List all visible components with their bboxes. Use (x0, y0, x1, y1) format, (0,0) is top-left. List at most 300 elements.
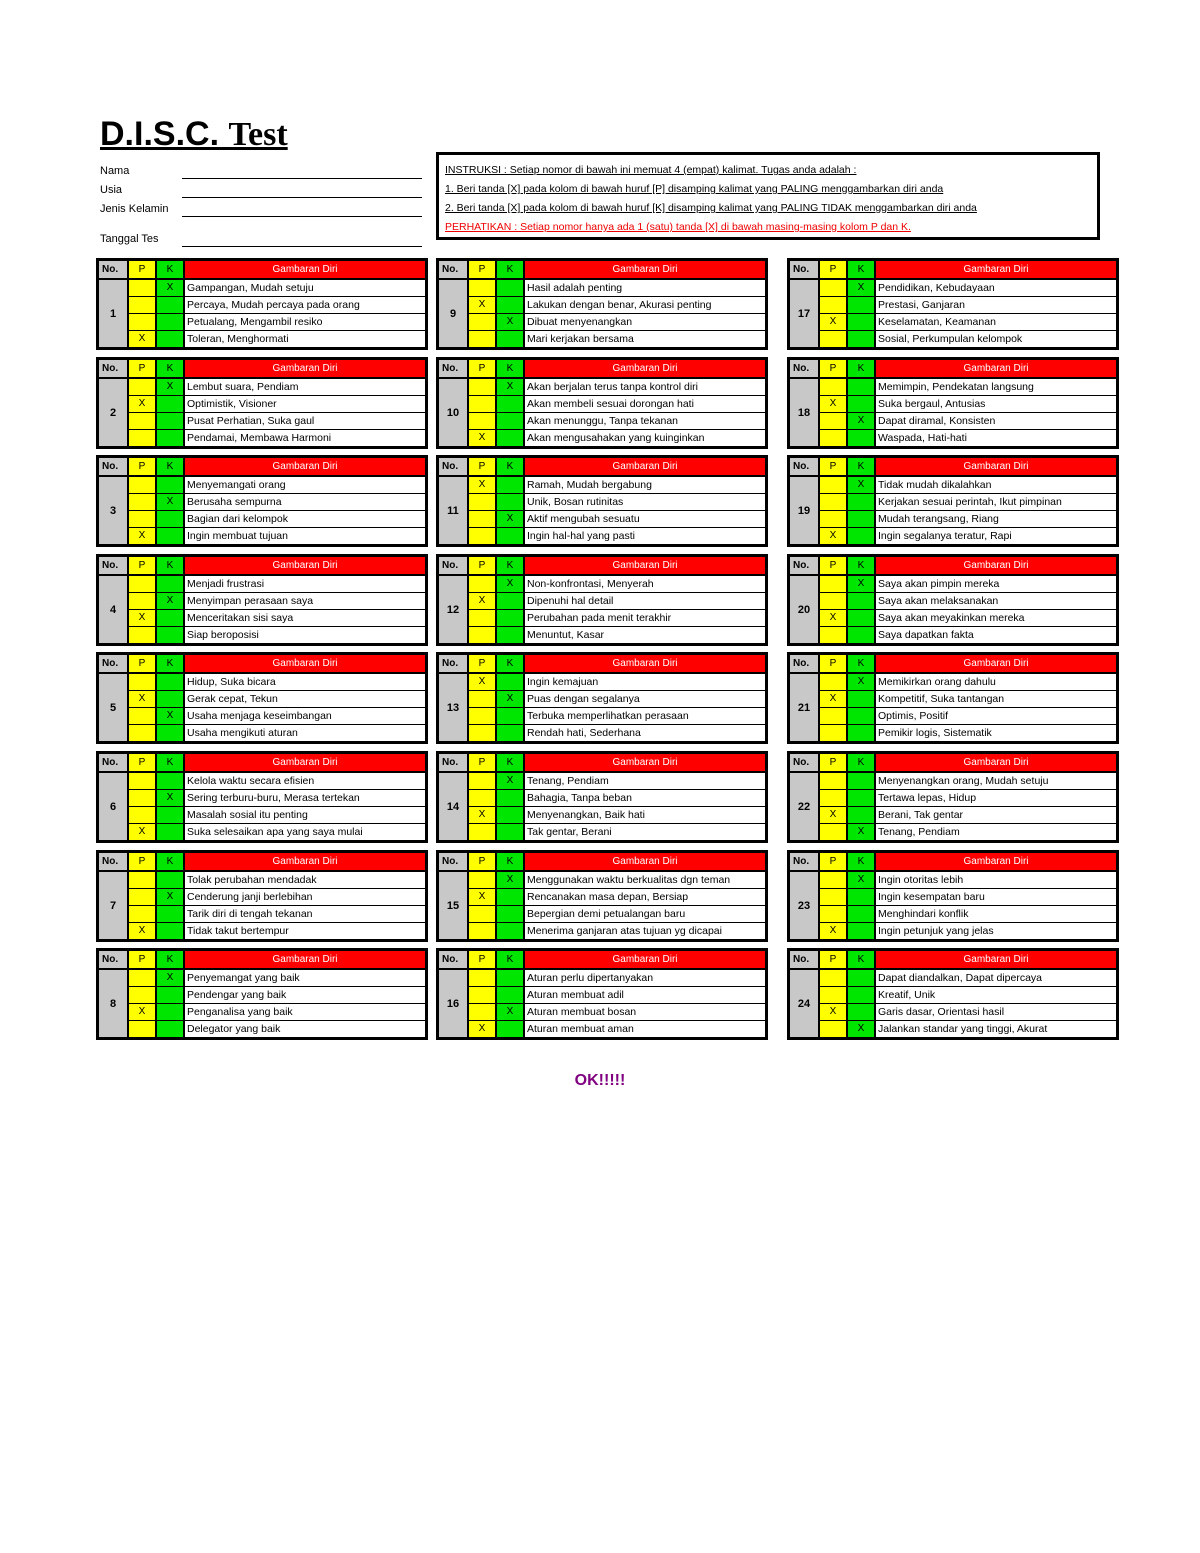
header-no: No. (439, 557, 467, 574)
p-cell[interactable]: X (129, 396, 155, 412)
question-number: 17 (790, 280, 818, 347)
k-cell[interactable] (497, 708, 523, 724)
statement-text: Menerima ganjaran atas tujuan yg dicapai (525, 923, 765, 939)
p-cell[interactable] (820, 297, 846, 313)
name-field[interactable] (182, 164, 422, 179)
k-cell[interactable] (848, 708, 874, 724)
k-cell[interactable] (848, 331, 874, 347)
k-cell[interactable] (157, 297, 183, 313)
p-cell[interactable] (820, 987, 846, 1003)
header-k: K (157, 951, 183, 968)
header-description: Gambaran Diri (876, 655, 1116, 672)
p-cell[interactable] (469, 824, 495, 840)
k-cell[interactable] (497, 889, 523, 905)
k-cell[interactable] (157, 1004, 183, 1020)
statement-text: Unik, Bosan rutinitas (525, 494, 765, 510)
p-cell[interactable]: X (469, 430, 495, 446)
p-cell[interactable] (820, 970, 846, 986)
p-cell[interactable] (469, 331, 495, 347)
k-cell[interactable] (497, 824, 523, 840)
k-cell[interactable] (848, 725, 874, 741)
header-description: Gambaran Diri (876, 754, 1116, 771)
header-p: P (820, 458, 846, 475)
statement-text: Toleran, Menghormati (185, 331, 425, 347)
statement-text: Rendah hati, Sederhana (525, 725, 765, 741)
k-cell[interactable]: X (497, 773, 523, 789)
k-cell[interactable]: X (497, 379, 523, 395)
p-cell[interactable] (129, 872, 155, 888)
age-row (100, 179, 422, 198)
k-cell[interactable] (497, 331, 523, 347)
p-cell[interactable] (129, 511, 155, 527)
block-header (99, 655, 425, 672)
k-cell[interactable] (848, 906, 874, 922)
k-cell[interactable]: X (848, 1021, 874, 1037)
p-cell[interactable] (820, 674, 846, 690)
block-header (99, 458, 425, 475)
statement-text: Tarik diri di tengah tekanan (185, 906, 425, 922)
p-cell[interactable]: X (129, 923, 155, 939)
p-cell[interactable] (820, 331, 846, 347)
p-cell[interactable] (820, 906, 846, 922)
k-cell[interactable] (497, 987, 523, 1003)
p-cell[interactable] (820, 824, 846, 840)
k-cell[interactable] (497, 280, 523, 296)
p-cell[interactable] (129, 725, 155, 741)
p-cell[interactable] (469, 708, 495, 724)
k-cell[interactable] (157, 528, 183, 544)
question-block (787, 751, 1119, 843)
header-description: Gambaran Diri (185, 360, 425, 377)
k-cell[interactable] (848, 691, 874, 707)
p-cell[interactable] (469, 280, 495, 296)
test-date-field[interactable] (182, 232, 422, 247)
k-cell[interactable]: X (497, 872, 523, 888)
p-cell[interactable] (129, 674, 155, 690)
k-cell[interactable] (497, 674, 523, 690)
p-cell[interactable] (129, 773, 155, 789)
k-cell[interactable]: X (157, 593, 183, 609)
question-block (96, 948, 428, 1040)
k-column (157, 872, 183, 939)
p-cell[interactable] (129, 1021, 155, 1037)
k-cell[interactable] (157, 610, 183, 626)
statement-text: Ingin hal-hal yang pasti (525, 528, 765, 544)
p-cell[interactable]: X (820, 807, 846, 823)
instruction-line-1: INSTRUKSI : Setiap nomor di bawah ini memuat 4 (empat) kalimat. Tugas anda adalah : (445, 164, 857, 176)
age-label: Usia (100, 184, 123, 196)
p-cell[interactable] (129, 297, 155, 313)
k-cell[interactable] (497, 593, 523, 609)
p-cell[interactable] (469, 511, 495, 527)
p-cell[interactable] (129, 430, 155, 446)
k-cell[interactable] (848, 430, 874, 446)
description-column (876, 477, 1116, 544)
statement-text: Akan menunggu, Tanpa tekanan (525, 413, 765, 429)
p-cell[interactable]: X (129, 1004, 155, 1020)
header-k: K (848, 360, 874, 377)
k-column (848, 576, 874, 643)
header-description: Gambaran Diri (525, 360, 765, 377)
k-cell[interactable] (848, 593, 874, 609)
k-cell[interactable] (497, 494, 523, 510)
k-cell[interactable] (157, 923, 183, 939)
header-no: No. (99, 951, 127, 968)
k-cell[interactable] (157, 430, 183, 446)
p-cell[interactable] (129, 413, 155, 429)
header-k: K (157, 458, 183, 475)
statement-text: Mari kerjakan bersama (525, 331, 765, 347)
k-cell[interactable]: X (848, 872, 874, 888)
k-cell[interactable] (157, 906, 183, 922)
k-cell[interactable] (157, 1021, 183, 1037)
statement-text: Pendengar yang baik (185, 987, 425, 1003)
block-header (99, 360, 425, 377)
p-cell[interactable] (820, 1021, 846, 1037)
k-cell[interactable] (848, 923, 874, 939)
k-cell[interactable] (848, 1004, 874, 1020)
header-p: P (469, 557, 495, 574)
question-block (96, 357, 428, 449)
p-cell[interactable] (820, 593, 846, 609)
statement-text: Ingin petunjuk yang jelas (876, 923, 1116, 939)
p-cell[interactable] (469, 970, 495, 986)
p-cell[interactable] (469, 691, 495, 707)
p-cell[interactable]: X (129, 824, 155, 840)
statement-text: Optimis, Positif (876, 708, 1116, 724)
question-number: 16 (439, 970, 467, 1037)
k-cell[interactable] (848, 314, 874, 330)
k-cell[interactable] (157, 576, 183, 592)
header-no: No. (99, 458, 127, 475)
question-number: 11 (439, 477, 467, 544)
header-no: No. (439, 655, 467, 672)
statement-text: Pendamai, Membawa Harmoni (185, 430, 425, 446)
k-cell[interactable] (157, 807, 183, 823)
p-cell[interactable]: X (129, 610, 155, 626)
p-cell[interactable]: X (820, 923, 846, 939)
p-cell[interactable] (820, 413, 846, 429)
p-cell[interactable] (129, 627, 155, 643)
header-k: K (848, 754, 874, 771)
p-cell[interactable] (469, 413, 495, 429)
k-cell[interactable] (497, 725, 523, 741)
header-no: No. (790, 557, 818, 574)
k-cell[interactable] (157, 627, 183, 643)
k-cell[interactable] (157, 773, 183, 789)
statement-text: Pusat Perhatian, Suka gaul (185, 413, 425, 429)
p-cell[interactable] (129, 790, 155, 806)
header-description: Gambaran Diri (525, 853, 765, 870)
p-cell[interactable]: X (129, 691, 155, 707)
p-cell[interactable] (129, 379, 155, 395)
k-cell[interactable] (157, 331, 183, 347)
p-cell[interactable]: X (820, 691, 846, 707)
header-k: K (497, 951, 523, 968)
p-cell[interactable]: X (469, 674, 495, 690)
k-cell[interactable] (157, 987, 183, 1003)
p-cell[interactable]: X (820, 528, 846, 544)
k-cell[interactable] (497, 923, 523, 939)
k-cell[interactable] (497, 906, 523, 922)
p-cell[interactable] (129, 576, 155, 592)
p-cell[interactable] (820, 790, 846, 806)
p-cell[interactable] (469, 872, 495, 888)
p-cell[interactable] (469, 923, 495, 939)
p-cell[interactable] (469, 528, 495, 544)
p-cell[interactable] (129, 477, 155, 493)
p-cell[interactable]: X (469, 297, 495, 313)
header-no: No. (99, 853, 127, 870)
description-column (525, 379, 765, 446)
k-cell[interactable] (497, 297, 523, 313)
p-cell[interactable] (129, 314, 155, 330)
p-cell[interactable] (129, 970, 155, 986)
k-cell[interactable] (848, 494, 874, 510)
k-cell[interactable]: X (848, 413, 874, 429)
p-cell[interactable] (129, 906, 155, 922)
statement-text: Keselamatan, Keamanan (876, 314, 1116, 330)
k-cell[interactable]: X (157, 790, 183, 806)
header-no: No. (99, 754, 127, 771)
k-cell[interactable]: X (848, 477, 874, 493)
p-cell[interactable] (469, 379, 495, 395)
statement-text: Memimpin, Pendekatan langsung (876, 379, 1116, 395)
header-p: P (469, 754, 495, 771)
p-cell[interactable] (469, 790, 495, 806)
p-cell[interactable]: X (129, 528, 155, 544)
p-cell[interactable]: X (469, 889, 495, 905)
p-cell[interactable]: X (469, 593, 495, 609)
k-cell[interactable] (497, 528, 523, 544)
k-cell[interactable] (497, 477, 523, 493)
p-cell[interactable] (129, 987, 155, 1003)
statement-text: Sering terburu-buru, Merasa tertekan (185, 790, 425, 806)
k-cell[interactable] (848, 773, 874, 789)
header-k: K (157, 754, 183, 771)
k-cell[interactable] (157, 396, 183, 412)
k-cell[interactable] (848, 528, 874, 544)
header-p: P (820, 360, 846, 377)
p-cell[interactable] (820, 725, 846, 741)
header-k: K (848, 655, 874, 672)
header-description: Gambaran Diri (185, 458, 425, 475)
p-cell[interactable] (820, 477, 846, 493)
statement-text: Rencanakan masa depan, Bersiap (525, 889, 765, 905)
question-number: 21 (790, 674, 818, 741)
p-column (820, 872, 846, 939)
statement-text: Lakukan dengan benar, Akurasi penting (525, 297, 765, 313)
k-cell[interactable]: X (848, 280, 874, 296)
instruction-line-2: 1. Beri tanda [X] pada kolom di bawah huruf [P] disamping kalimat yang PALING menggambarkan diri anda (445, 183, 944, 195)
k-cell[interactable]: X (848, 674, 874, 690)
p-cell[interactable] (469, 987, 495, 1003)
statement-text: Siap beroposisi (185, 627, 425, 643)
header-p: P (469, 655, 495, 672)
header-description: Gambaran Diri (185, 951, 425, 968)
p-cell[interactable] (469, 627, 495, 643)
k-cell[interactable] (848, 379, 874, 395)
p-cell[interactable] (129, 708, 155, 724)
p-cell[interactable] (820, 511, 846, 527)
header-k: K (497, 557, 523, 574)
p-cell[interactable] (820, 872, 846, 888)
k-cell[interactable] (157, 824, 183, 840)
k-cell[interactable] (848, 970, 874, 986)
k-cell[interactable]: X (848, 576, 874, 592)
k-cell[interactable] (157, 872, 183, 888)
k-cell[interactable] (497, 970, 523, 986)
k-cell[interactable] (157, 477, 183, 493)
k-cell[interactable] (157, 314, 183, 330)
p-cell[interactable] (820, 280, 846, 296)
question-number: 19 (790, 477, 818, 544)
header-k: K (848, 951, 874, 968)
p-cell[interactable] (469, 576, 495, 592)
p-cell[interactable] (469, 725, 495, 741)
k-cell[interactable] (157, 674, 183, 690)
p-cell[interactable] (469, 494, 495, 510)
k-cell[interactable]: X (157, 494, 183, 510)
k-cell[interactable] (497, 790, 523, 806)
k-cell[interactable] (157, 511, 183, 527)
p-cell[interactable]: X (469, 807, 495, 823)
header-k: K (497, 261, 523, 278)
k-cell[interactable]: X (497, 511, 523, 527)
description-column (185, 477, 425, 544)
p-cell[interactable]: X (820, 314, 846, 330)
title-main: D.I.S.C. (100, 115, 220, 153)
p-cell[interactable]: X (820, 396, 846, 412)
p-cell[interactable] (129, 807, 155, 823)
k-cell[interactable] (848, 396, 874, 412)
p-cell[interactable] (469, 773, 495, 789)
k-cell[interactable] (848, 807, 874, 823)
k-cell[interactable] (848, 511, 874, 527)
p-cell[interactable] (469, 906, 495, 922)
k-cell[interactable] (497, 1021, 523, 1037)
k-cell[interactable] (848, 889, 874, 905)
k-cell[interactable]: X (497, 314, 523, 330)
p-cell[interactable] (820, 576, 846, 592)
age-field[interactable] (182, 183, 422, 198)
p-cell[interactable] (129, 280, 155, 296)
p-cell[interactable] (820, 494, 846, 510)
k-cell[interactable]: X (157, 379, 183, 395)
k-column (497, 280, 523, 347)
k-cell[interactable]: X (848, 824, 874, 840)
k-cell[interactable]: X (157, 708, 183, 724)
header-no: No. (790, 360, 818, 377)
statement-text: Tenang, Pendiam (525, 773, 765, 789)
description-column (525, 674, 765, 741)
k-cell[interactable] (848, 790, 874, 806)
description-column (185, 280, 425, 347)
k-cell[interactable]: X (157, 280, 183, 296)
k-cell[interactable] (157, 691, 183, 707)
statement-text: Kelola waktu secara efisien (185, 773, 425, 789)
question-number: 3 (99, 477, 127, 544)
k-column (848, 379, 874, 446)
p-cell[interactable]: X (820, 1004, 846, 1020)
k-cell[interactable] (157, 413, 183, 429)
gender-field[interactable] (182, 202, 422, 217)
statement-text: Kompetitif, Suka tantangan (876, 691, 1116, 707)
header-p: P (820, 655, 846, 672)
header-no: No. (790, 754, 818, 771)
header-no: No. (790, 655, 818, 672)
statement-text: Dibuat menyenangkan (525, 314, 765, 330)
p-column (469, 477, 495, 544)
description-column (185, 379, 425, 446)
p-cell[interactable] (820, 773, 846, 789)
k-cell[interactable] (848, 610, 874, 626)
k-cell[interactable]: X (497, 576, 523, 592)
question-block (436, 554, 768, 646)
block-header (439, 458, 765, 475)
p-cell[interactable] (469, 396, 495, 412)
p-cell[interactable] (469, 610, 495, 626)
k-cell[interactable] (848, 627, 874, 643)
k-cell[interactable]: X (157, 970, 183, 986)
k-cell[interactable] (848, 297, 874, 313)
p-cell[interactable] (820, 708, 846, 724)
question-number: 22 (790, 773, 818, 840)
p-cell[interactable] (820, 627, 846, 643)
header-p: P (820, 261, 846, 278)
header-description: Gambaran Diri (185, 853, 425, 870)
p-column (820, 576, 846, 643)
k-cell[interactable]: X (497, 1004, 523, 1020)
p-cell[interactable]: X (129, 331, 155, 347)
description-column (185, 872, 425, 939)
header-k: K (157, 261, 183, 278)
k-cell[interactable]: X (497, 691, 523, 707)
k-cell[interactable] (497, 610, 523, 626)
p-cell[interactable]: X (469, 1021, 495, 1037)
p-cell[interactable] (129, 494, 155, 510)
p-cell[interactable] (129, 889, 155, 905)
header-k: K (157, 360, 183, 377)
statement-text: Ingin kesempatan baru (876, 889, 1116, 905)
p-cell[interactable] (820, 889, 846, 905)
p-cell[interactable] (469, 314, 495, 330)
k-cell[interactable]: X (157, 889, 183, 905)
statement-text: Puas dengan segalanya (525, 691, 765, 707)
header-description: Gambaran Diri (185, 261, 425, 278)
p-cell[interactable] (820, 430, 846, 446)
k-cell[interactable] (848, 987, 874, 1003)
question-number: 4 (99, 576, 127, 643)
question-block (787, 652, 1119, 744)
p-cell[interactable] (469, 1004, 495, 1020)
k-cell[interactable] (497, 430, 523, 446)
statement-text: Menggunakan waktu berkualitas dgn teman (525, 872, 765, 888)
k-cell[interactable] (497, 396, 523, 412)
p-cell[interactable]: X (820, 610, 846, 626)
k-cell[interactable] (497, 413, 523, 429)
k-cell[interactable] (157, 725, 183, 741)
block-header (790, 360, 1116, 377)
p-cell[interactable] (129, 593, 155, 609)
header-p: P (129, 951, 155, 968)
p-cell[interactable]: X (469, 477, 495, 493)
question-block (96, 554, 428, 646)
p-cell[interactable] (820, 379, 846, 395)
k-cell[interactable] (497, 807, 523, 823)
k-cell[interactable] (497, 627, 523, 643)
statement-text: Saya akan melaksanakan (876, 593, 1116, 609)
